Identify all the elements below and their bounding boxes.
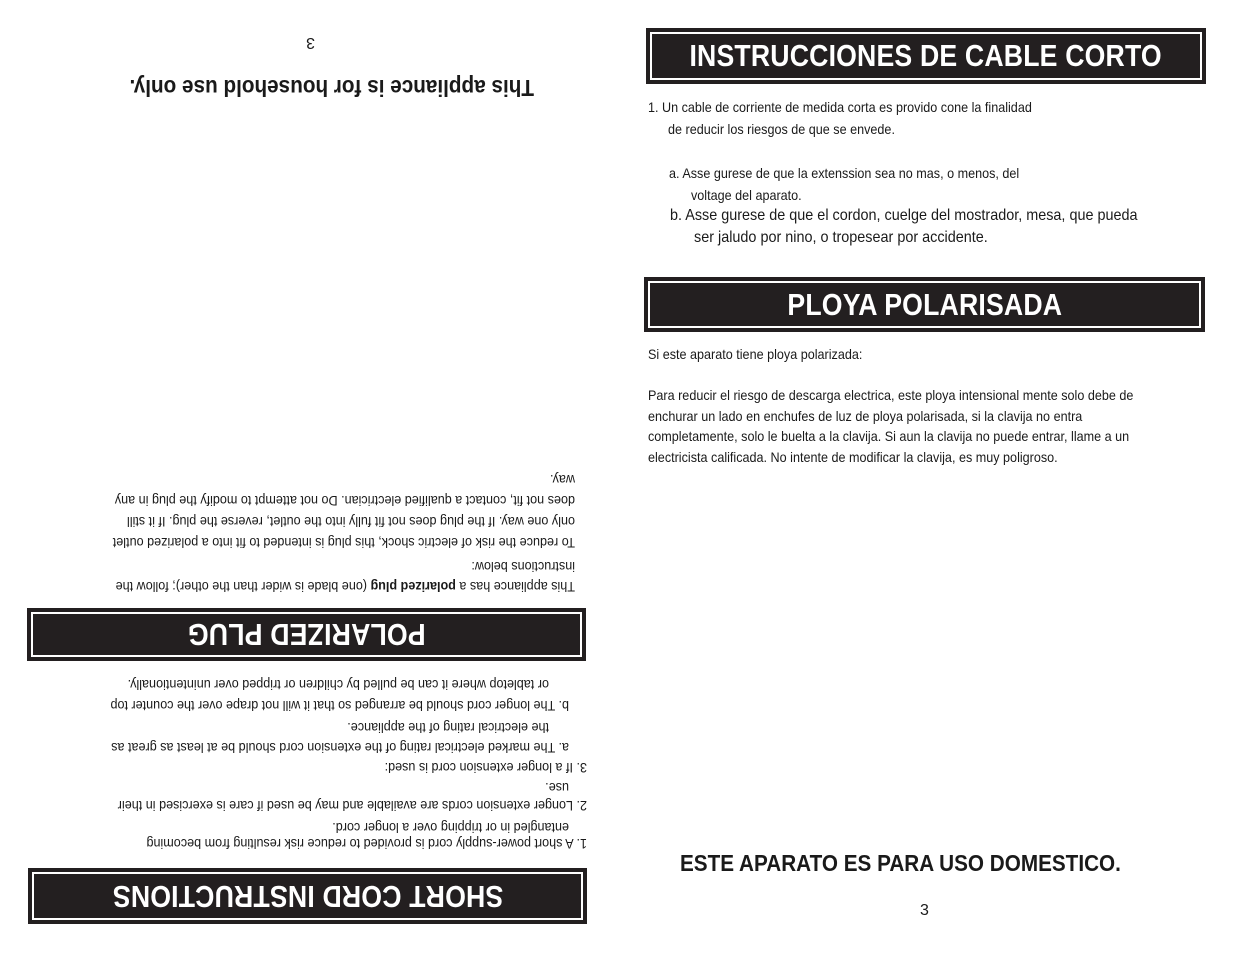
cable-corto-item1-line1: 1. Un cable de corriente de medida corta es provido cone la finalidad bbox=[648, 99, 1032, 115]
ploya-line3: completamente, solo le buelta a la clavija. Si aun la clavija no puede entrar, llame a un bbox=[648, 428, 1130, 444]
short-cord-banner bbox=[28, 868, 587, 924]
ploya-intro: Si este aparato tiene ploya polarizada: bbox=[648, 346, 863, 362]
polarized-line1-a: This appliance has a bbox=[455, 579, 575, 595]
uso-domestico-footer: ESTE APARATO ES PARA USO DOMESTICO. bbox=[680, 850, 1121, 876]
short-cord-sub-b-line2: or tabletop where it can be pulled by children or tripped over unintentionally. bbox=[127, 677, 549, 693]
cable-corto-sub-b-line1: b. Asse gurese de que el cordon, cuelge del mostrador, mesa, que pueda bbox=[670, 207, 1138, 224]
cable-corto-item1-line2: de reducir los riesgos de que se envede. bbox=[668, 121, 895, 137]
household-use-footer: This appliance is for household use only. bbox=[129, 75, 534, 101]
short-cord-item2-line1: 2. Longer extension cords are available and may be used if care is exercised in their bbox=[117, 798, 587, 814]
ploya-polarisada-banner bbox=[644, 277, 1205, 332]
polarized-line1 bbox=[116, 576, 575, 597]
polarized-p2-line3: does not fit, contact a qualified electrician. Do not attempt to modify the plug in any bbox=[114, 493, 575, 509]
ploya-polarisada-title: PLOYA POLARISADA bbox=[787, 286, 1062, 322]
cable-corto-sub-b-line2: ser jaludo por nino, o tropesear por accidente. bbox=[694, 229, 988, 246]
left-page-rotated-content bbox=[0, 0, 617, 954]
short-cord-title: SHORT CORD INSTRUCTIONS bbox=[112, 879, 503, 914]
cable-corto-sub-a-line1: a. Asse gurese de que la extenssion sea no mas, o menos, del bbox=[669, 165, 1020, 181]
polarized-line1-b: (one blade is wider than the other); follow the bbox=[115, 579, 371, 595]
polarized-line2: instructions below: bbox=[471, 559, 575, 575]
polarized-p2-line1: To reduce the risk of electric shock, this plug is intended to fit into a polarized outlet bbox=[112, 535, 575, 551]
polarized-plug-banner bbox=[27, 608, 586, 661]
short-cord-item3-line1: 3. If a longer extension cord is used: bbox=[384, 760, 587, 776]
left-page-number: 3 bbox=[306, 34, 315, 51]
short-cord-sub-b-line1: b. The longer cord should be arranged so that it will not drape over the counter top bbox=[110, 698, 569, 714]
cable-corto-sub-a-line2: voltage del aparato. bbox=[691, 187, 802, 203]
cable-corto-title: INSTRUCCIONES DE CABLE CORTO bbox=[689, 38, 1163, 73]
ploya-line1: Para reducir el riesgo de descarga electrica, este ploya intensional mente solo debe de bbox=[648, 387, 1134, 403]
right-page-number: 3 bbox=[920, 902, 929, 919]
polarized-p2-line2: only one way. If the plug does not fit fully into the outlet, reverse the plug. If it still bbox=[126, 514, 575, 530]
short-cord-sub-a-line1: a. The marked electrical rating of the extension cord should be at least as great as bbox=[111, 740, 569, 756]
right-page bbox=[618, 0, 1235, 954]
short-cord-item1-line2: entangled in or tripping over a longer cord. bbox=[332, 820, 569, 836]
left-page bbox=[0, 0, 617, 954]
polarized-p2-line4: way. bbox=[550, 472, 575, 488]
polarized-plug-title: POLARIZED PLUG bbox=[187, 617, 426, 653]
short-cord-item2-line2: use. bbox=[545, 780, 569, 796]
short-cord-sub-a-line2: the electrical rating of the appliance. bbox=[347, 720, 549, 736]
short-cord-item1-line1: 1. A short power-supply cord is provided to reduce risk resulting from becoming bbox=[146, 836, 587, 852]
ploya-line2: enchurar un lado en enchufes de luz de ploya polarisada, si la clavija no entra bbox=[648, 408, 1083, 424]
cable-corto-banner bbox=[646, 28, 1206, 84]
polarized-plug-term: polarized plug bbox=[370, 579, 456, 595]
ploya-line4: electricista calificada. No intente de modificar la clavija, es muy poligroso. bbox=[648, 449, 1058, 465]
